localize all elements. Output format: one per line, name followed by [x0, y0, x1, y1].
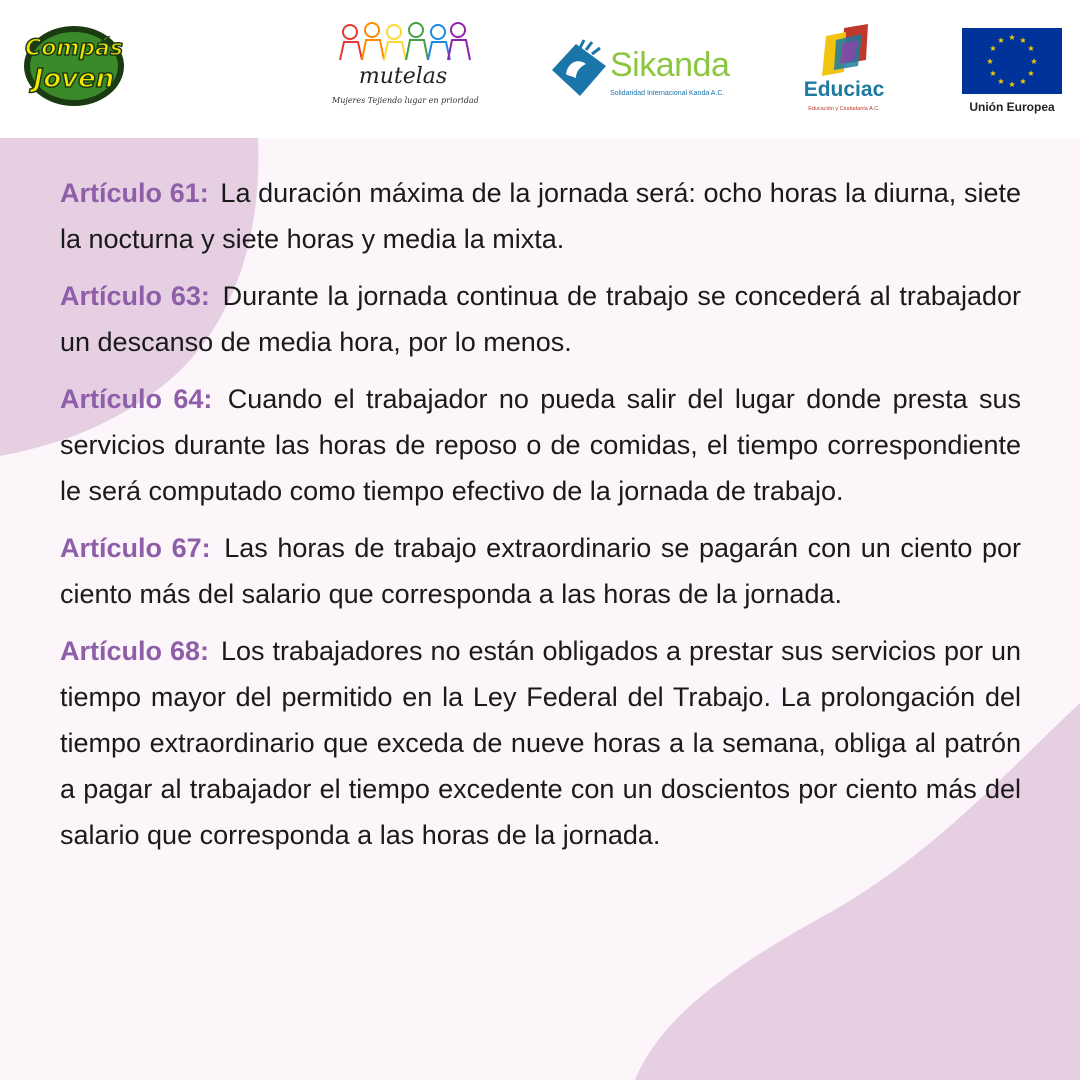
svg-text:★: ★ [997, 77, 1005, 86]
eu-logo-label: Unión Europea [969, 100, 1055, 114]
eu-flag-icon [962, 28, 1062, 94]
mutelas-logo [332, 20, 479, 116]
mutelas-figures-icon [332, 20, 474, 64]
sikanda-logo [546, 32, 738, 112]
educiac-emblem-icon [796, 22, 892, 78]
educiac-logo [796, 22, 892, 118]
article-63 [60, 273, 1021, 365]
article-text: Las horas de trabajo extraordinario se pagarán con un ciento por ciento más del salario que corresponda a las horas de la jornada. [60, 533, 1021, 609]
svg-text:★: ★ [1019, 77, 1027, 86]
svg-text:★: ★ [997, 36, 1005, 45]
svg-text:★: ★ [1030, 57, 1038, 66]
compas-joven-logo-line-1: Compás [25, 36, 123, 61]
article-61 [60, 170, 1021, 262]
svg-text:★: ★ [1019, 36, 1027, 45]
article-64 [60, 376, 1021, 514]
educiac-logo-title: Educiac [803, 78, 885, 101]
article-68 [60, 628, 1021, 858]
sikanda-logo-subtitle: Solidaridad Internacional Kanda A.C. [610, 90, 725, 97]
svg-text:★: ★ [1008, 80, 1016, 89]
mutelas-logo-title: mutelas [358, 64, 448, 89]
svg-text:★: ★ [986, 57, 994, 66]
article-text: Cuando el trabajador no pueda salir del lugar donde presta sus servicios durante las horas de reposo o de comidas, el tiempo correspondiente le será computado como tiempo efectivo de la jornada de trabajo. [60, 384, 1021, 506]
article-label: Artículo 68: [60, 636, 209, 666]
eu-logo [962, 28, 1062, 118]
educiac-logo-subtitle: Educación y Ciudadanía A.C. [808, 106, 880, 112]
sikanda-hand-icon [546, 36, 612, 102]
svg-text:★: ★ [1027, 69, 1035, 78]
compas-joven-logo-line-2: Joven [33, 64, 115, 94]
article-label: Artículo 61: [60, 178, 209, 208]
svg-text:★: ★ [1027, 44, 1035, 53]
mutelas-logo-tagline: Mujeres Tejiendo lugar en prioridad [332, 96, 479, 105]
compas-joven-logo [22, 22, 126, 110]
article-label: Artículo 63: [60, 281, 210, 311]
article-text: Durante la jornada continua de trabajo se concederá al trabajador un descanso de media hora, por lo menos. [60, 281, 1021, 357]
article-text: Los trabajadores no están obligados a prestar sus servicios por un tiempo mayor del permitido en la Ley Federal del Trabajo. La prolongación del tiempo extraordinario que exceda de nueve horas a la semana, obliga al patrón a pagar al trabajador el tiempo excedente con un doscientos por ciento más del salario que corresponda a las horas de la jornada. [60, 636, 1021, 850]
logo-header [0, 0, 1080, 138]
article-label: Artículo 67: [60, 533, 211, 563]
svg-text:★: ★ [989, 69, 997, 78]
sikanda-logo-title: Sikanda [610, 46, 730, 84]
article-67 [60, 525, 1021, 617]
article-label: Artículo 64: [60, 384, 213, 414]
svg-text:★: ★ [1008, 33, 1016, 42]
articles-list [60, 170, 1021, 869]
article-text: La duración máxima de la jornada será: ocho horas la diurna, siete la nocturna y siete horas y media la mixta. [60, 178, 1021, 254]
svg-text:★: ★ [989, 44, 997, 53]
